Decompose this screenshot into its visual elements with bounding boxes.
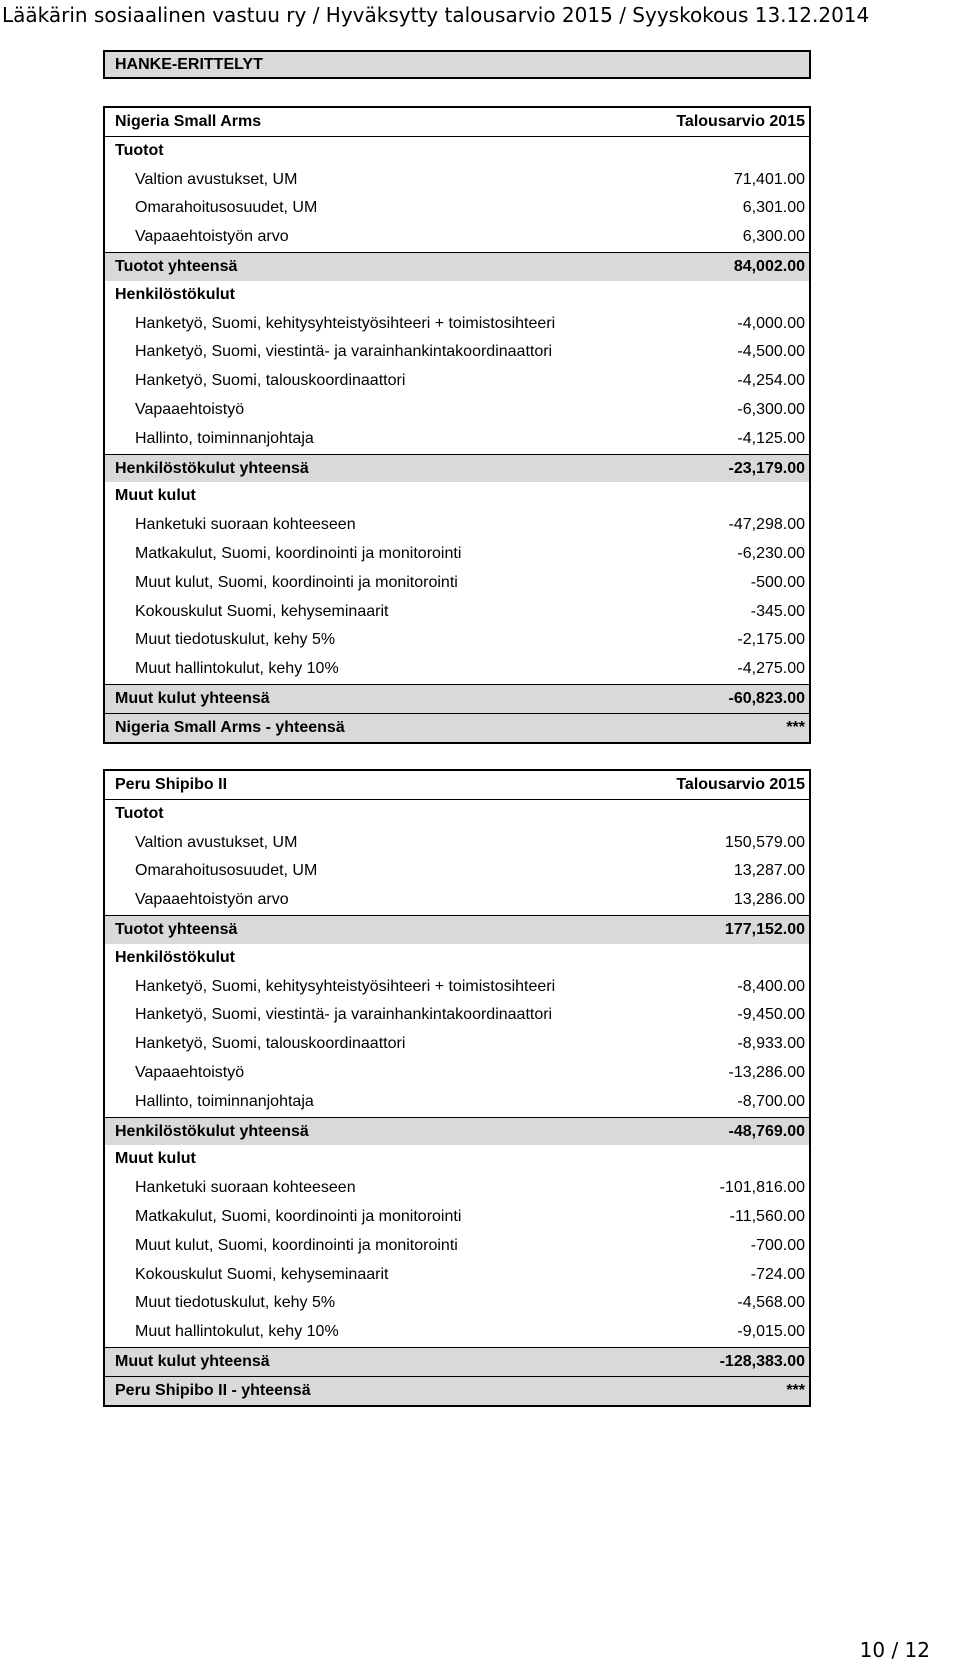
table-row bbox=[105, 829, 809, 858]
row-label: Muut kulut yhteensä bbox=[115, 1352, 270, 1370]
row-label: Muut hallintokulut, kehy 10% bbox=[135, 660, 339, 678]
page-header: Lääkärin sosiaalinen vastuu ry / Hyväksytty talousarvio 2015 / Syyskokous 13.12.2014 bbox=[2, 3, 870, 27]
row-label: Muut tiedotuskulut, kehy 5% bbox=[135, 631, 336, 649]
subtotal-row bbox=[105, 454, 809, 483]
subtotal-row bbox=[105, 252, 809, 281]
table-row bbox=[105, 425, 809, 454]
total-row bbox=[105, 1376, 809, 1405]
table-row bbox=[105, 1088, 809, 1117]
row-value: -4,568.00 bbox=[737, 1294, 805, 1312]
row-value: Talousarvio 2015 bbox=[676, 776, 805, 793]
row-label: Tuotot bbox=[115, 804, 164, 822]
row-value: -101,816.00 bbox=[719, 1179, 805, 1197]
row-value: -9,450.00 bbox=[737, 1006, 805, 1024]
row-value: -128,383.00 bbox=[719, 1352, 805, 1370]
row-label: Hallinto, toiminnanjohtaja bbox=[135, 1092, 314, 1110]
row-label: Muut kulut bbox=[115, 1150, 196, 1168]
row-label: Muut kulut, Suomi, koordinointi ja monitorointi bbox=[135, 573, 458, 591]
table-row bbox=[105, 626, 809, 655]
table-row bbox=[105, 1261, 809, 1290]
subtotal-row bbox=[105, 1347, 809, 1376]
table-row bbox=[105, 655, 809, 684]
row-label: Omarahoitusosuudet, UM bbox=[135, 862, 318, 880]
table-row bbox=[105, 540, 809, 569]
page-number: 10 / 12 bbox=[859, 1638, 930, 1662]
table-row bbox=[105, 886, 809, 915]
row-label: Hanketyö, Suomi, kehitysyhteistyösihteeri + toimistosihteeri bbox=[135, 314, 556, 332]
table-row bbox=[105, 367, 809, 396]
section-row bbox=[105, 482, 809, 511]
row-value: *** bbox=[786, 1381, 805, 1399]
table-row bbox=[105, 194, 809, 223]
row-value: -4,500.00 bbox=[737, 343, 805, 361]
row-label: Muut kulut, Suomi, koordinointi ja monitorointi bbox=[135, 1236, 458, 1254]
subtotal-row bbox=[105, 684, 809, 713]
table-row bbox=[105, 166, 809, 195]
row-value: 13,287.00 bbox=[733, 862, 805, 880]
row-label: Vapaaehtoistyön arvo bbox=[135, 891, 289, 909]
row-label: Hanketyö, Suomi, viestintä- ja varainhankintakoordinaattori bbox=[135, 1006, 553, 1024]
row-value: -4,125.00 bbox=[737, 429, 805, 447]
row-label: Matkakulut, Suomi, koordinointi ja monitorointi bbox=[135, 544, 462, 562]
row-value: -8,933.00 bbox=[737, 1035, 805, 1053]
row-label: Vapaaehtoistyö bbox=[135, 1063, 245, 1081]
row-label: Henkilöstökulut bbox=[115, 285, 236, 303]
row-value: -4,275.00 bbox=[737, 660, 805, 678]
row-value: -2,175.00 bbox=[737, 631, 805, 649]
row-label: Tuotot bbox=[115, 141, 164, 159]
row-value: -11,560.00 bbox=[729, 1207, 805, 1225]
row-value: -8,400.00 bbox=[737, 977, 805, 995]
table-row bbox=[105, 1059, 809, 1088]
row-label: Hanketuki suoraan kohteeseen bbox=[135, 516, 356, 534]
row-value: -48,769.00 bbox=[728, 1122, 805, 1140]
row-label: Tuotot yhteensä bbox=[115, 257, 238, 275]
row-label: Muut kulut bbox=[115, 487, 196, 505]
row-value: -8,700.00 bbox=[737, 1092, 805, 1110]
table-row bbox=[105, 310, 809, 339]
row-value: -4,000.00 bbox=[737, 314, 805, 332]
row-value: -345.00 bbox=[750, 602, 805, 620]
budget-table-peru bbox=[103, 769, 811, 1407]
row-label: Nigeria Small Arms - yhteensä bbox=[115, 718, 345, 736]
row-label: Kokouskulut Suomi, kehyseminaarit bbox=[135, 1265, 389, 1283]
row-label: Peru Shipibo II - yhteensä bbox=[115, 1381, 311, 1399]
row-label: Omarahoitusosuudet, UM bbox=[135, 199, 318, 217]
row-value: 177,152.00 bbox=[724, 920, 805, 938]
row-value: -500.00 bbox=[750, 573, 805, 591]
table-row bbox=[105, 1001, 809, 1030]
row-label: Vapaaehtoistyön arvo bbox=[135, 228, 289, 246]
row-label: Kokouskulut Suomi, kehyseminaarit bbox=[135, 602, 389, 620]
row-label: Henkilöstökulut yhteensä bbox=[115, 459, 309, 477]
row-label: Nigeria Small Arms bbox=[115, 113, 262, 130]
row-value: 71,401.00 bbox=[733, 170, 805, 188]
row-label: Hanketyö, Suomi, talouskoordinaattori bbox=[135, 372, 406, 390]
table-row bbox=[105, 511, 809, 540]
row-label: Vapaaehtoistyö bbox=[135, 400, 245, 418]
row-label: Muut hallintokulut, kehy 10% bbox=[135, 1323, 339, 1341]
total-row bbox=[105, 713, 809, 742]
section-title: HANKE-ERITTELYT bbox=[103, 50, 811, 79]
row-label: Hallinto, toiminnanjohtaja bbox=[135, 429, 314, 447]
row-value: -47,298.00 bbox=[728, 516, 805, 534]
row-label: Henkilöstökulut yhteensä bbox=[115, 1122, 309, 1140]
table-row bbox=[105, 1232, 809, 1261]
row-value: 84,002.00 bbox=[733, 257, 805, 275]
row-label: Henkilöstökulut bbox=[115, 948, 236, 966]
section-row bbox=[105, 1145, 809, 1174]
row-value: -13,286.00 bbox=[728, 1063, 805, 1081]
table-row bbox=[105, 857, 809, 886]
table-row bbox=[105, 1174, 809, 1203]
row-value: -60,823.00 bbox=[728, 689, 805, 707]
subtotal-row bbox=[105, 1117, 809, 1146]
table-row bbox=[105, 223, 809, 252]
section-row bbox=[105, 800, 809, 829]
table-row bbox=[105, 569, 809, 598]
row-value: -23,179.00 bbox=[728, 459, 805, 477]
subtotal-row bbox=[105, 915, 809, 944]
row-label: Valtion avustukset, UM bbox=[135, 170, 298, 188]
table-row bbox=[105, 973, 809, 1002]
budget-table-nigeria bbox=[103, 106, 811, 744]
table-row bbox=[105, 396, 809, 425]
row-label: Tuotot yhteensä bbox=[115, 920, 238, 938]
row-value: -6,300.00 bbox=[737, 400, 805, 418]
row-value: -4,254.00 bbox=[737, 372, 805, 390]
row-label: Valtion avustukset, UM bbox=[135, 833, 298, 851]
row-label: Hanketyö, Suomi, talouskoordinaattori bbox=[135, 1035, 406, 1053]
table-row bbox=[105, 598, 809, 627]
section-row bbox=[105, 137, 809, 166]
table-row bbox=[105, 1318, 809, 1347]
table-row bbox=[105, 1203, 809, 1232]
row-value: 6,300.00 bbox=[742, 228, 805, 246]
table-header-row bbox=[105, 771, 809, 800]
row-value: 13,286.00 bbox=[733, 891, 805, 909]
row-value: -724.00 bbox=[750, 1265, 805, 1283]
table-row bbox=[105, 1030, 809, 1059]
row-value: Talousarvio 2015 bbox=[676, 113, 805, 130]
row-label: Muut tiedotuskulut, kehy 5% bbox=[135, 1294, 336, 1312]
row-label: Matkakulut, Suomi, koordinointi ja monitorointi bbox=[135, 1207, 462, 1225]
row-label: Hanketyö, Suomi, kehitysyhteistyösihteeri + toimistosihteeri bbox=[135, 977, 556, 995]
row-value: 150,579.00 bbox=[724, 833, 805, 851]
section-row bbox=[105, 944, 809, 973]
section-row bbox=[105, 281, 809, 310]
row-value: -700.00 bbox=[750, 1236, 805, 1254]
table-row bbox=[105, 338, 809, 367]
row-value: -9,015.00 bbox=[737, 1323, 805, 1341]
row-label: Muut kulut yhteensä bbox=[115, 689, 270, 707]
row-value: *** bbox=[786, 718, 805, 736]
row-value: 6,301.00 bbox=[742, 199, 805, 217]
table-row bbox=[105, 1289, 809, 1318]
table-header-row bbox=[105, 108, 809, 137]
row-label: Peru Shipibo II bbox=[115, 776, 228, 793]
row-label: Hanketuki suoraan kohteeseen bbox=[135, 1179, 356, 1197]
row-label: Hanketyö, Suomi, viestintä- ja varainhankintakoordinaattori bbox=[135, 343, 553, 361]
row-value: -6,230.00 bbox=[737, 544, 805, 562]
